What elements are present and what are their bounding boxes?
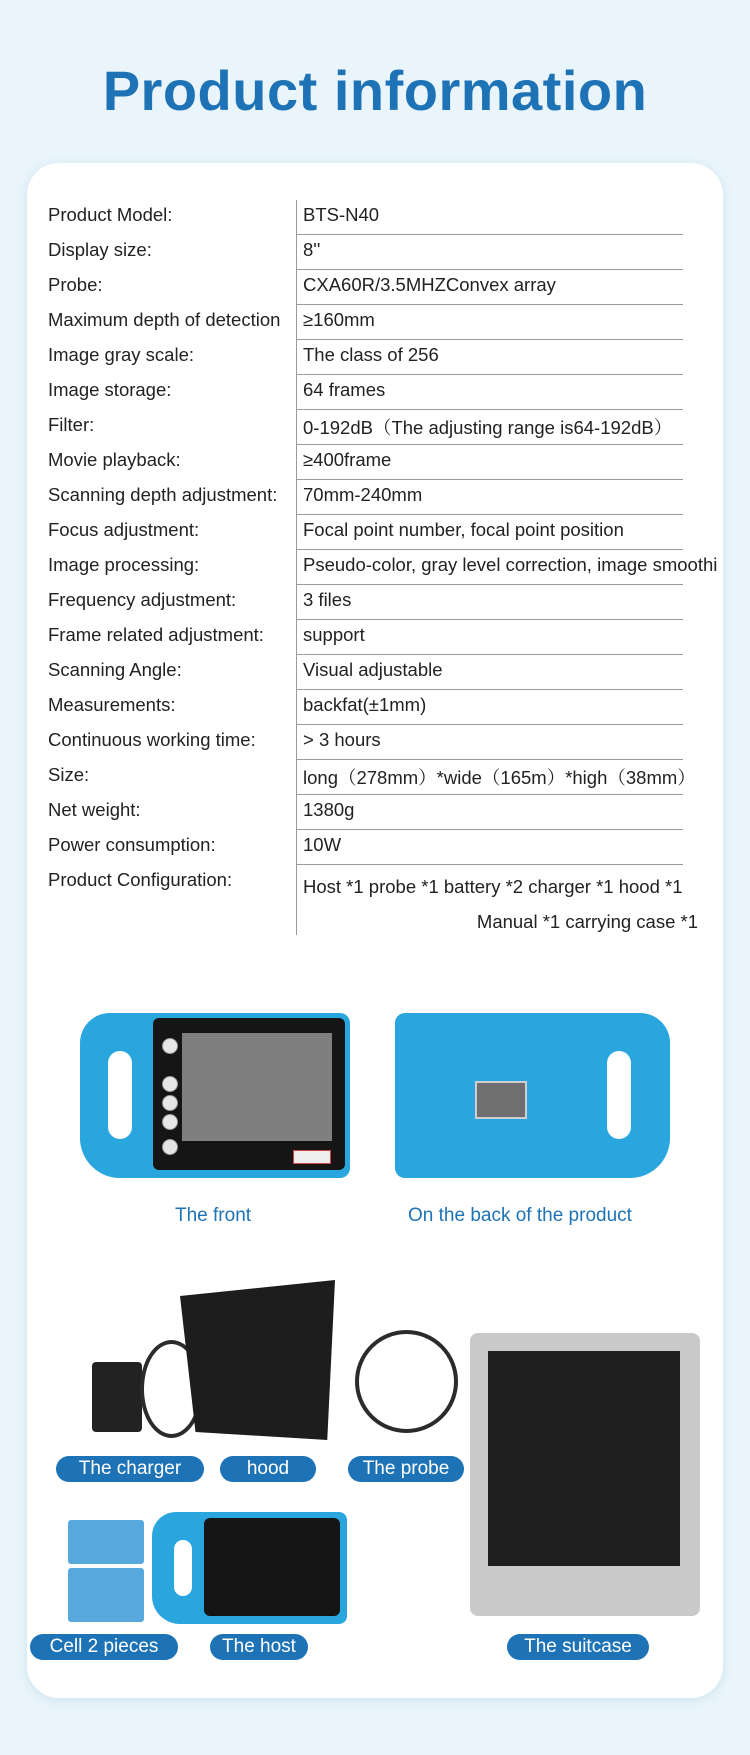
suitcase-image xyxy=(470,1333,700,1616)
column-divider xyxy=(296,480,297,515)
spec-value: Pseudo-color, gray level correction, image smoothi xyxy=(303,554,718,575)
spec-value: ≥400frame xyxy=(303,449,392,470)
spec-row xyxy=(48,795,748,830)
spec-value: 64 frames xyxy=(303,379,386,400)
spec-label: Scanning Angle: xyxy=(48,659,182,680)
spec-row xyxy=(48,375,748,410)
label-hood: hood xyxy=(220,1456,316,1482)
spec-label: Scanning depth adjustment: xyxy=(48,484,278,505)
device-back-image xyxy=(395,1013,670,1178)
spec-table xyxy=(48,200,748,935)
spec-label: Power consumption: xyxy=(48,834,216,855)
spec-label: Image storage: xyxy=(48,379,172,400)
column-divider xyxy=(296,340,297,375)
label-host: The host xyxy=(210,1634,308,1660)
column-divider xyxy=(296,515,297,550)
label-probe: The probe xyxy=(348,1456,464,1482)
spec-label: Product Configuration: xyxy=(48,869,233,890)
column-divider xyxy=(296,445,297,480)
spec-row xyxy=(48,655,748,690)
spec-label: Product Model: xyxy=(48,204,173,225)
page-title: Product information xyxy=(102,59,648,122)
spec-label: Frequency adjustment: xyxy=(48,589,237,610)
spec-value: BTS-N40 xyxy=(303,204,380,225)
spec-row xyxy=(48,760,748,795)
spec-row-configuration xyxy=(48,865,748,935)
spec-value: 3 files xyxy=(303,589,352,610)
spec-label: Frame related adjustment: xyxy=(48,624,264,645)
cell-image xyxy=(68,1520,144,1564)
spec-row xyxy=(48,480,748,515)
spec-row xyxy=(48,585,748,620)
spec-value: > 3 hours xyxy=(303,729,381,750)
spec-value: CXA60R/3.5MHZConvex array xyxy=(303,274,556,295)
spec-label: Movie playback: xyxy=(48,449,181,470)
spec-value-line2: Manual *1 carrying case *1 xyxy=(476,911,698,932)
charger-image xyxy=(92,1362,142,1432)
column-divider xyxy=(296,235,297,270)
column-divider xyxy=(296,725,297,760)
spec-label: Image gray scale: xyxy=(48,344,195,365)
spec-value: support xyxy=(303,624,365,645)
spec-row xyxy=(48,340,748,375)
spec-row xyxy=(48,235,748,270)
column-divider xyxy=(296,690,297,725)
spec-label: Continuous working time: xyxy=(48,729,256,750)
spec-row xyxy=(48,410,748,445)
column-divider xyxy=(296,550,297,585)
spec-value: ≥160mm xyxy=(303,309,375,330)
spec-label: Filter: xyxy=(48,414,95,435)
column-divider xyxy=(296,585,297,620)
column-divider xyxy=(296,655,297,690)
device-front-image xyxy=(80,1013,350,1178)
spec-row xyxy=(48,305,748,340)
spec-label: Size: xyxy=(48,764,90,785)
label-suitcase: The suitcase xyxy=(507,1634,649,1660)
probe-image xyxy=(355,1330,458,1433)
cell-image-2 xyxy=(68,1568,144,1622)
spec-row xyxy=(48,725,748,760)
spec-value: backfat(±1mm) xyxy=(303,694,427,715)
spec-value: 70mm-240mm xyxy=(303,484,423,505)
column-divider xyxy=(296,795,297,830)
column-divider xyxy=(296,760,297,795)
spec-row xyxy=(48,620,748,655)
spec-row xyxy=(48,270,748,305)
spec-label: Display size: xyxy=(48,239,152,260)
spec-value: 1380g xyxy=(303,799,355,820)
column-divider xyxy=(296,830,297,865)
spec-value: 8'' xyxy=(303,239,321,260)
spec-value: long（278mm）*wide（165m）*high（38mm） xyxy=(303,767,696,788)
spec-row xyxy=(48,830,748,865)
spec-row xyxy=(48,445,748,480)
column-divider xyxy=(296,375,297,410)
column-divider xyxy=(296,270,297,305)
label-cell: Cell 2 pieces xyxy=(30,1634,178,1660)
spec-label: Probe: xyxy=(48,274,103,295)
spec-value: The class of 256 xyxy=(303,344,439,365)
caption-front: The front xyxy=(175,1205,252,1226)
spec-row xyxy=(48,690,748,725)
column-divider xyxy=(296,620,297,655)
column-divider xyxy=(296,865,297,935)
label-charger: The charger xyxy=(56,1456,204,1482)
spec-label: Image processing: xyxy=(48,554,200,575)
spec-value: 10W xyxy=(303,834,342,855)
spec-value: Host *1 probe *1 battery *2 charger *1 hood *1 xyxy=(303,876,683,897)
spec-row xyxy=(48,515,748,550)
spec-value: Focal point number, focal point position xyxy=(303,519,624,540)
caption-back: On the back of the product xyxy=(408,1205,632,1226)
column-divider xyxy=(296,410,297,445)
spec-label: Net weight: xyxy=(48,799,141,820)
spec-value: Visual adjustable xyxy=(303,659,443,680)
spec-value: 0-192dB（The adjusting range is64-192dB） xyxy=(303,417,673,438)
spec-row xyxy=(48,200,748,235)
spec-row xyxy=(48,550,748,585)
hood-image xyxy=(180,1280,335,1440)
column-divider xyxy=(296,200,297,235)
spec-label: Maximum depth of detection xyxy=(48,309,281,330)
host-image xyxy=(152,1512,347,1624)
spec-label: Measurements: xyxy=(48,694,176,715)
column-divider xyxy=(296,305,297,340)
spec-label: Focus adjustment: xyxy=(48,519,200,540)
